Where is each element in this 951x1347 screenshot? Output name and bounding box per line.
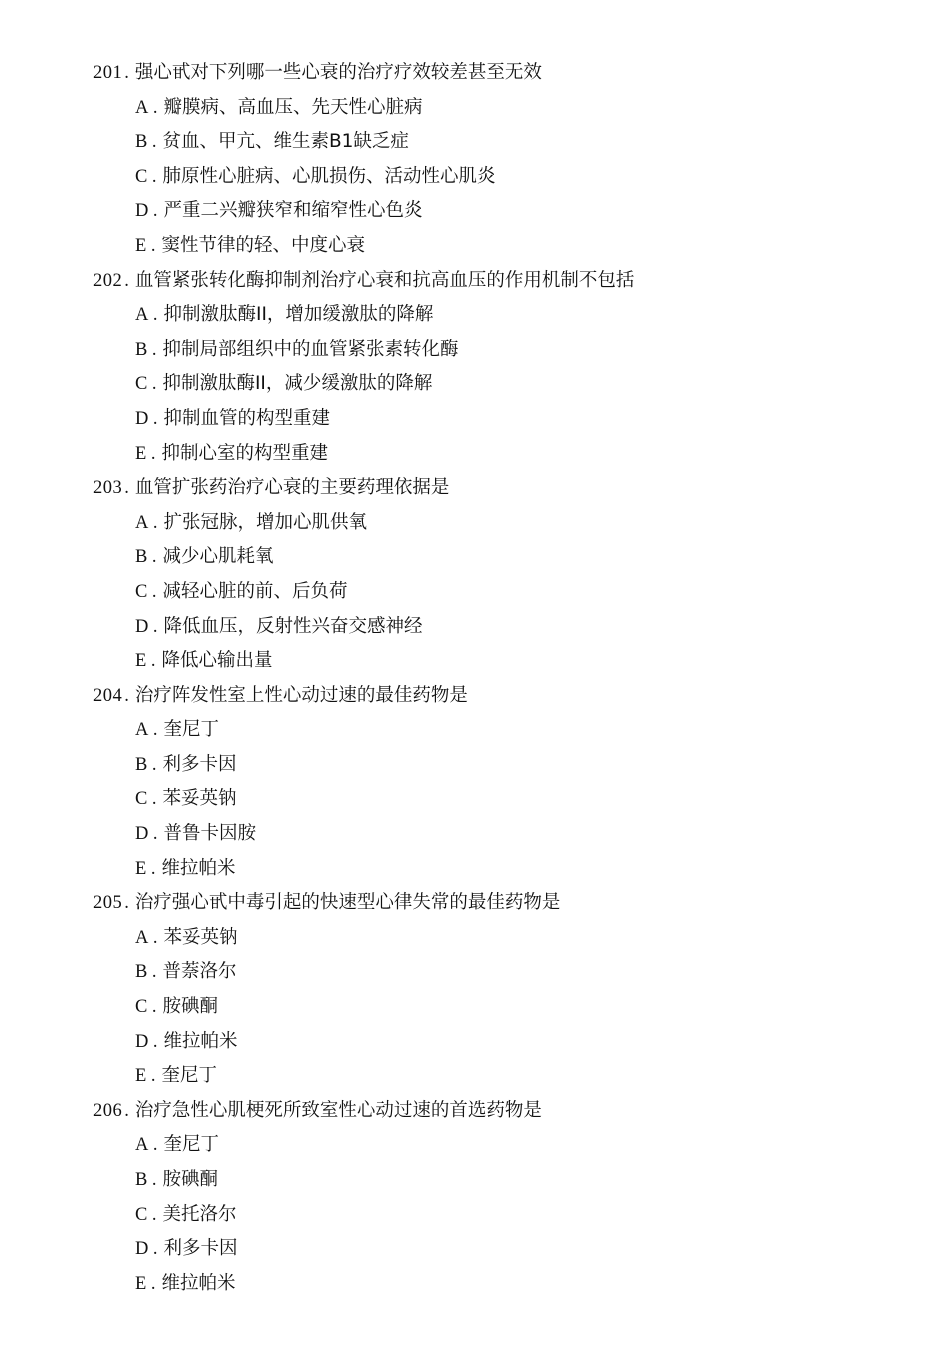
question-number: 203 bbox=[93, 478, 123, 499]
question-number-separator: . bbox=[124, 63, 129, 83]
option-letter: A bbox=[135, 305, 149, 326]
option-text: 奎尼丁 bbox=[163, 1134, 220, 1156]
option-204-a bbox=[93, 713, 913, 748]
option-text: 窦性节律的轻、中度心衰 bbox=[161, 234, 365, 256]
option-letter: E bbox=[135, 443, 147, 464]
option-letter-separator: . bbox=[151, 1170, 157, 1190]
option-letter: E bbox=[135, 1273, 147, 1294]
option-203-a bbox=[93, 506, 913, 541]
option-letter-separator: . bbox=[152, 1135, 158, 1156]
option-list bbox=[93, 921, 913, 1094]
option-206-d bbox=[93, 1232, 913, 1267]
option-letter: D bbox=[135, 824, 149, 845]
question-number: 201 bbox=[93, 63, 123, 83]
question-text: 强心甙对下列哪一些心衰的治疗疗效较差甚至无效 bbox=[134, 62, 542, 83]
option-list bbox=[93, 91, 913, 264]
question-number: 204 bbox=[93, 685, 123, 706]
option-201-c bbox=[93, 160, 913, 195]
option-letter: B bbox=[135, 339, 148, 360]
option-206-a bbox=[93, 1128, 913, 1163]
option-letter-separator: . bbox=[151, 581, 157, 602]
option-text: 利多卡因 bbox=[162, 753, 237, 775]
option-text: 肺原性心脏病、心肌损伤、活动性心肌炎 bbox=[162, 165, 496, 187]
option-text: 严重二兴瓣狭窄和缩窄性心色炎 bbox=[163, 200, 423, 222]
option-letter-separator: . bbox=[151, 1204, 157, 1225]
option-letter: E bbox=[135, 1066, 147, 1087]
option-205-e bbox=[93, 1059, 913, 1094]
question-text: 治疗阵发性室上性心动过速的最佳药物是 bbox=[134, 684, 468, 706]
option-letter-separator: . bbox=[151, 962, 157, 983]
question-stem bbox=[93, 264, 913, 299]
option-letter-separator: . bbox=[152, 201, 158, 222]
option-letter-separator: . bbox=[152, 824, 158, 845]
question-205 bbox=[93, 886, 913, 1094]
option-letter-separator: . bbox=[152, 305, 158, 326]
question-stem bbox=[93, 679, 913, 714]
option-205-d bbox=[93, 1025, 913, 1060]
option-205-b bbox=[93, 955, 913, 990]
option-text: 抑制激肽酶II，减少缓激肽的降解 bbox=[162, 373, 433, 395]
option-text: 普鲁卡因胺 bbox=[163, 823, 257, 845]
question-202 bbox=[93, 264, 913, 472]
option-203-e bbox=[93, 644, 913, 679]
option-letter-separator: . bbox=[152, 616, 158, 637]
option-letter: D bbox=[135, 408, 149, 429]
option-204-d bbox=[93, 817, 913, 852]
option-202-d bbox=[93, 402, 913, 437]
option-letter: C bbox=[135, 789, 148, 810]
option-text: 抑制心室的构型重建 bbox=[161, 442, 328, 464]
option-letter: A bbox=[135, 1135, 149, 1156]
option-202-b bbox=[93, 333, 913, 368]
option-202-c bbox=[93, 367, 913, 402]
option-letter-separator: . bbox=[151, 374, 157, 395]
option-text: 降低血压，反射性兴奋交感神经 bbox=[163, 615, 423, 637]
option-letter-separator: . bbox=[150, 1273, 156, 1294]
option-text: 降低心输出量 bbox=[161, 650, 273, 672]
option-letter-separator: . bbox=[151, 997, 157, 1018]
question-stem bbox=[93, 886, 913, 921]
option-204-e bbox=[93, 852, 913, 887]
option-letter: C bbox=[135, 374, 148, 395]
option-text: 抑制激肽酶II，增加缓激肽的降解 bbox=[163, 304, 434, 326]
option-203-d bbox=[93, 610, 913, 645]
question-number: 206 bbox=[93, 1100, 123, 1121]
question-number-separator: . bbox=[124, 478, 129, 499]
option-letter: B bbox=[135, 1170, 148, 1190]
option-letter-separator: . bbox=[151, 132, 157, 153]
question-list bbox=[93, 56, 913, 1301]
option-letter: B bbox=[135, 962, 148, 983]
option-letter: E bbox=[135, 858, 147, 879]
option-text: 抑制血管的构型重建 bbox=[163, 407, 331, 429]
option-letter-separator: . bbox=[151, 789, 157, 810]
option-letter: D bbox=[135, 201, 149, 222]
option-text: 减轻心脏的前、后负荷 bbox=[162, 580, 348, 602]
option-text: 减少心肌耗氧 bbox=[162, 546, 274, 568]
question-text: 治疗急性心肌梗死所致室性心动过速的首选药物是 bbox=[134, 1099, 542, 1121]
question-text: 血管紧张转化酶抑制剂治疗心衰和抗高血压的作用机制不包括 bbox=[134, 269, 635, 291]
option-letter-separator: . bbox=[152, 1031, 158, 1052]
option-203-b bbox=[93, 540, 913, 575]
question-203 bbox=[93, 471, 913, 679]
option-letter-separator: . bbox=[151, 166, 157, 187]
option-text: 奎尼丁 bbox=[161, 1065, 217, 1087]
question-number-separator: . bbox=[124, 893, 129, 914]
option-letter-separator: . bbox=[152, 927, 158, 948]
question-stem bbox=[93, 471, 913, 506]
option-201-a bbox=[93, 91, 913, 126]
option-205-c bbox=[93, 990, 913, 1025]
option-letter: D bbox=[135, 1031, 149, 1052]
option-letter-separator: . bbox=[150, 651, 156, 672]
option-206-b bbox=[93, 1163, 913, 1198]
option-letter: C bbox=[135, 581, 148, 602]
question-text: 血管扩张药治疗心衰的主要药理依据是 bbox=[134, 477, 450, 499]
option-206-c bbox=[93, 1198, 913, 1233]
option-text: 抑制局部组织中的血管紧张素转化酶 bbox=[162, 338, 459, 360]
option-letter: A bbox=[135, 720, 149, 741]
option-text: 美托洛尔 bbox=[162, 1203, 237, 1225]
option-letter: C bbox=[135, 997, 148, 1018]
option-list bbox=[93, 298, 913, 471]
option-text: 扩张冠脉，增加心肌供氧 bbox=[163, 511, 368, 533]
option-list bbox=[93, 713, 913, 886]
option-letter: C bbox=[135, 166, 148, 187]
option-letter: B bbox=[135, 132, 148, 153]
option-201-d bbox=[93, 194, 913, 229]
option-206-e bbox=[93, 1267, 913, 1302]
option-202-a bbox=[93, 298, 913, 333]
option-list bbox=[93, 1128, 913, 1301]
option-letter: E bbox=[135, 235, 147, 256]
option-letter-separator: . bbox=[151, 547, 157, 568]
option-text: 苯妥英钠 bbox=[163, 926, 238, 948]
option-text: 维拉帕米 bbox=[163, 1030, 238, 1052]
option-203-c bbox=[93, 575, 913, 610]
option-text: 维拉帕米 bbox=[161, 1272, 236, 1294]
option-204-b bbox=[93, 748, 913, 783]
option-text: 瓣膜病、高血压、先天性心脏病 bbox=[163, 96, 423, 118]
question-number-separator: . bbox=[124, 685, 129, 706]
option-205-a bbox=[93, 921, 913, 956]
option-letter: A bbox=[135, 512, 149, 533]
option-letter: D bbox=[135, 1239, 149, 1260]
option-letter-separator: . bbox=[152, 720, 158, 741]
option-letter-separator: . bbox=[150, 858, 156, 879]
option-text: 普萘洛尔 bbox=[162, 961, 237, 983]
option-letter-separator: . bbox=[152, 512, 158, 533]
option-letter-separator: . bbox=[151, 339, 157, 360]
option-letter: B bbox=[135, 547, 148, 568]
option-text: 利多卡因 bbox=[163, 1238, 238, 1260]
question-stem bbox=[93, 56, 913, 91]
question-number-separator: . bbox=[124, 270, 129, 291]
option-letter-separator: . bbox=[152, 408, 158, 429]
question-201 bbox=[93, 56, 913, 264]
option-201-e bbox=[93, 229, 913, 264]
question-204 bbox=[93, 679, 913, 887]
option-letter: E bbox=[135, 651, 147, 672]
question-206 bbox=[93, 1094, 913, 1302]
option-204-c bbox=[93, 782, 913, 817]
option-list bbox=[93, 506, 913, 679]
question-stem bbox=[93, 1094, 913, 1129]
option-letter-separator: . bbox=[152, 1239, 158, 1260]
option-letter-separator: . bbox=[150, 443, 156, 464]
option-text: 维拉帕米 bbox=[161, 857, 236, 879]
option-letter-separator: . bbox=[150, 235, 156, 256]
question-number: 202 bbox=[93, 270, 123, 291]
option-201-b bbox=[93, 125, 913, 160]
option-letter: A bbox=[135, 927, 149, 948]
option-text: 奎尼丁 bbox=[163, 719, 220, 741]
option-letter-separator: . bbox=[152, 97, 158, 118]
option-letter: D bbox=[135, 616, 149, 637]
option-letter: A bbox=[135, 97, 149, 118]
option-text: 胺碘酮 bbox=[162, 1169, 218, 1190]
question-number: 205 bbox=[93, 893, 123, 914]
option-202-e bbox=[93, 437, 913, 472]
option-letter-separator: . bbox=[150, 1066, 156, 1087]
option-letter-separator: . bbox=[151, 754, 157, 775]
option-letter: C bbox=[135, 1204, 148, 1225]
option-text: 苯妥英钠 bbox=[162, 788, 237, 810]
option-letter: B bbox=[135, 754, 148, 775]
question-number-separator: . bbox=[124, 1100, 129, 1121]
option-text: 胺碘酮 bbox=[162, 996, 218, 1018]
option-text: 贫血、甲亢、维生素B1缺乏症 bbox=[162, 131, 409, 153]
question-text: 治疗强心甙中毒引起的快速型心律失常的最佳药物是 bbox=[134, 892, 561, 914]
